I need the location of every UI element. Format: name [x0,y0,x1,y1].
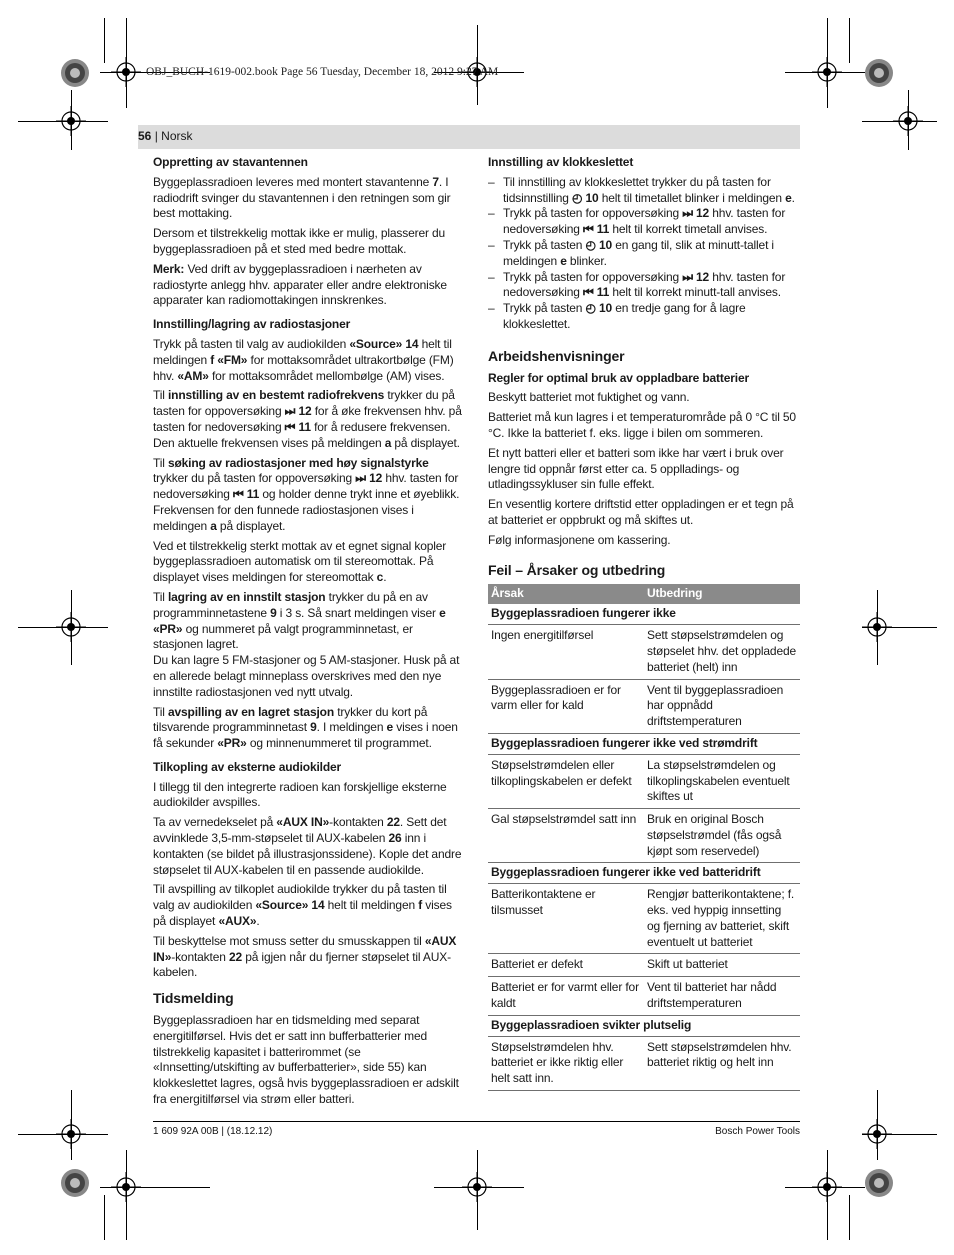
table-group-row: Byggeplassradioen fungerer ikke [488,604,800,624]
page-number: 56 | Norsk [138,129,193,143]
paragraph: Trykk på tasten til valg av audiokilden «Source» 14 helt til meldingen f «FM» for mottaksområdet ultrakortbølge (FM) hhv. «AM» for mottaksområdet mellombølge (AM) vises. [153,336,454,383]
paragraph: Følg informasjonene om kassering. [488,532,671,547]
table-row: Batteriet er defekt Skift ut batteriet [488,954,800,977]
paragraph: Til lagring av en innstilt stasjon trykker du på en av programminnetastene 9 i 3 s. Så snart meldingen viser e «PR» og nummeret på valgt programminnetast, er stasjonen lagret. Du kan lagre 5 FM-stasjoner og 5 AM-stasjoner. Husk på at en allerede belagt minneplass overskrives med den nye innstilte radiostasjonen ved nytt utvalg. [153,589,460,699]
paragraph: Ta av vernedekselet på «AUX IN»-kontakten 22. Sett det avvinklede 3,5-mm-støpselet til AUX-kabelen 26 inn i kontakten (se bildet på illustrasjonssidene). Kople det andre støpselet til AUX-kabelen til en passende audiokilde. [153,815,462,877]
list-item: – Trykk på tasten ◴ 10 en gang til, slik at minutt-tallet i meldingen e blinker. [488,238,800,270]
table-row: Gal støpselstrømdel satt inn Bruk en original Bosch støpselstrømdel (fås også kjøpt som reservedel) [488,809,800,863]
table-row: Batterikontaktene er tilsmusset Rengjør batterikontaktene; f. eks. ved hyppig innsetting og fjerning av batteriet, skift eventuelt ut batteriet [488,884,800,954]
paragraph: Ved et tilstrekkelig sterkt mottak av et egnet signal kopler byggeplassradioen automatisk om til stereomottak. På displayet vises meldingen for stereomottak c. [153,538,447,585]
section-heading: Tilkopling av eksterne audiokilder [153,759,342,774]
color-wheel-mark-icon [60,58,90,88]
list-item: – Trykk på tasten for oppoversøking ⏭ 12 hhv. tasten for nedoversøking ⏮ 11 helt til korrekt timetall anvises. [488,206,800,238]
color-wheel-mark-icon [60,1168,90,1198]
page-language: Norsk [161,129,193,143]
table-row: Ingen energitilførsel Sett støpselstrømdelen og støpselet hhv. det oppladede batteriet (helt) inn [488,625,800,679]
table-row: Støpselstrømdelen hhv. batteriet er ikke riktig eller helt satt inn. Sett støpselstrømdelen hhv. batteriet riktig og helt inn [488,1036,800,1090]
paragraph: Til innstilling av en bestemt radiofrekvens trykker du på tasten for oppoversøking ⏭ 12 for å øke frekvensen hhv. på tasten for nedoversøking ⏮ 11 for å redusere frekvensen. Den aktuelle frekvensen vises på meldingen a på displayet. [153,388,462,450]
registration-mark-icon [893,106,923,136]
paragraph: Et nytt batteri eller et batteri som ikke har vært i bruk over lengre tid oppnår først etter ca. 5 opplladings- og utladingssykluser sin fulle effekt. [488,445,784,492]
table-group-row: Byggeplassradioen fungerer ikke ved strømdrift [488,733,800,754]
print-header: OBJ_BUCH-1619-002.book Page 56 Tuesday, December 18, 2012 9:27 AM [146,66,499,78]
paragraph: Til beskyttelse mot smuss setter du smusskappen til «AUX IN»-kontakten 22 på igjen når du fjerner støpselet til AUX-kabelen. [153,933,457,980]
list-item: – Til innstilling av klokkeslettet trykker du på tasten for tidsinnstilling ◴ 10 helt til timetallet blinker i meldingen e. [488,175,800,207]
paragraph: Til søking av radiostasjoner med høy signalstyrke trykker du på tasten for oppoversøking ⏭ 12 hhv. tasten for nedoversøking ⏮ 11 og holder denne trykt inne et øyeblikk. Frekvensen for den funnede radiostasjonen vises i meldingen a på displayet. [153,455,460,533]
left-column [153,155,465,1112]
registration-mark-icon [56,1119,86,1149]
paragraph: I tillegg til den integrerte radioen kan forskjellige eksterne audiokilder avspilles. [153,779,447,810]
troubleshooting-table [488,584,800,1091]
color-wheel-mark-icon [864,1168,894,1198]
paragraph: Dersom et tilstrekkelig mottak ikke er mulig, plasserer du byggeplassradioen på et sted med bedre mottak. [153,226,446,256]
table-row: Støpselstrømdelen eller tilkoplingskabelen er defekt La støpselstrømdelen og tilkoplingskabelen eventuelt skiftes ut [488,754,800,808]
table-row: Batteriet er for varmt eller for kaldt Vent til batteriet har nådd driftstemperaturen [488,977,800,1016]
list-item: – Trykk på tasten for oppoversøking ⏭ 12 hhv. tasten for nedoversøking ⏮ 11 helt til korrekt minutt-tall anvises. [488,270,800,302]
registration-mark-icon [862,1119,892,1149]
paragraph: Til avspilling av tilkoplet audiokilde trykker du på tasten til valg av audiokilden «Source» 14 helt til meldingen f vises på displayet «AUX». [153,882,452,929]
table-group-row: Byggeplassradioen svikter plutselig [488,1015,800,1036]
section-heading: Regler for optimal bruk av oppladbare batterier [488,370,750,385]
color-wheel-mark-icon [864,58,894,88]
section-heading: Oppretting av stavantennen [153,155,308,169]
footer-document-id: 1 609 92A 00B | (18.12.12) [153,1126,273,1137]
right-column [488,155,800,1091]
registration-mark-icon [111,1172,141,1202]
paragraph: Byggeplassradioen leveres med montert stavantenne 7. I radiodrift svinger du stavantennen i den retningen som gir best mottaking. [153,174,451,221]
section-heading: Innstilling av klokkeslettet [488,155,634,169]
column-header-remedy: Utbedring [644,584,800,604]
paragraph: Beskytt batteriet mot fuktighet og vann. [488,390,690,405]
registration-mark-icon [812,1172,842,1202]
footer-brand: Bosch Power Tools [715,1126,800,1137]
chapter-heading: Arbeidshenvisninger [488,347,625,364]
paragraph: Batteriet må kun lagres i et temperaturområde på 0 °C til 50 °C. Ikke la batteriet f. eks. ligge i bilen om sommeren. [488,410,796,440]
column-header-cause: Årsak [488,584,644,604]
registration-mark-icon [812,57,842,87]
chapter-heading: Feil – Årsaker og utbedring [488,561,666,578]
table-header-row [488,584,800,604]
page-header-bar [138,125,800,149]
table-row: Byggeplassradioen er for varm eller for kald Vent til byggeplassradioen har oppnådd driftstemperaturen [488,679,800,733]
registration-mark-icon [56,612,86,642]
instruction-list [488,175,800,333]
table-group-row: Byggeplassradioen fungerer ikke ved batteridrift [488,863,800,884]
registration-mark-icon [862,612,892,642]
section-heading: Innstilling/lagring av radiostasjoner [153,317,351,332]
registration-mark-icon [56,106,86,136]
paragraph: Til avspilling av en lagret stasjon trykker du kort på tilsvarende programminnetast 9. I meldingen e vises i noen få sekunder «PR» og minnenummeret til programmet. [153,704,458,751]
list-item: – Trykk på tasten ◴ 10 en tredje gang for å lagre klokkeslettet. [488,301,800,333]
registration-mark-icon [462,1172,492,1202]
paragraph: En vesentlig kortere driftstid etter oppladingen er et tegn på at batteriet er oppbrukt og må skiftes ut. [488,497,794,527]
chapter-heading: Tidsmelding [153,990,234,1007]
footer-rule [153,1121,800,1122]
paragraph: Byggeplassradioen har en tidsmelding med separat energitilførsel. Hvis det er satt inn bufferbatterier med tilstrekkelig kapasitet i batterirommet (se «Innsetting/utskifting av bufferbatterier», side 55) kan klokkeslettet lagres, også hvis byggeplassradioen er adskilt fra energitilførsel via strøm eller batteri. [153,1013,459,1107]
registration-mark-icon [111,57,141,87]
paragraph: Merk: Ved drift av byggeplassradioen i nærheten av radiostyrte anlegg hhv. apparater eller andre elektroniske apparater kan radiomottakingen innskrenkes. [153,261,447,308]
